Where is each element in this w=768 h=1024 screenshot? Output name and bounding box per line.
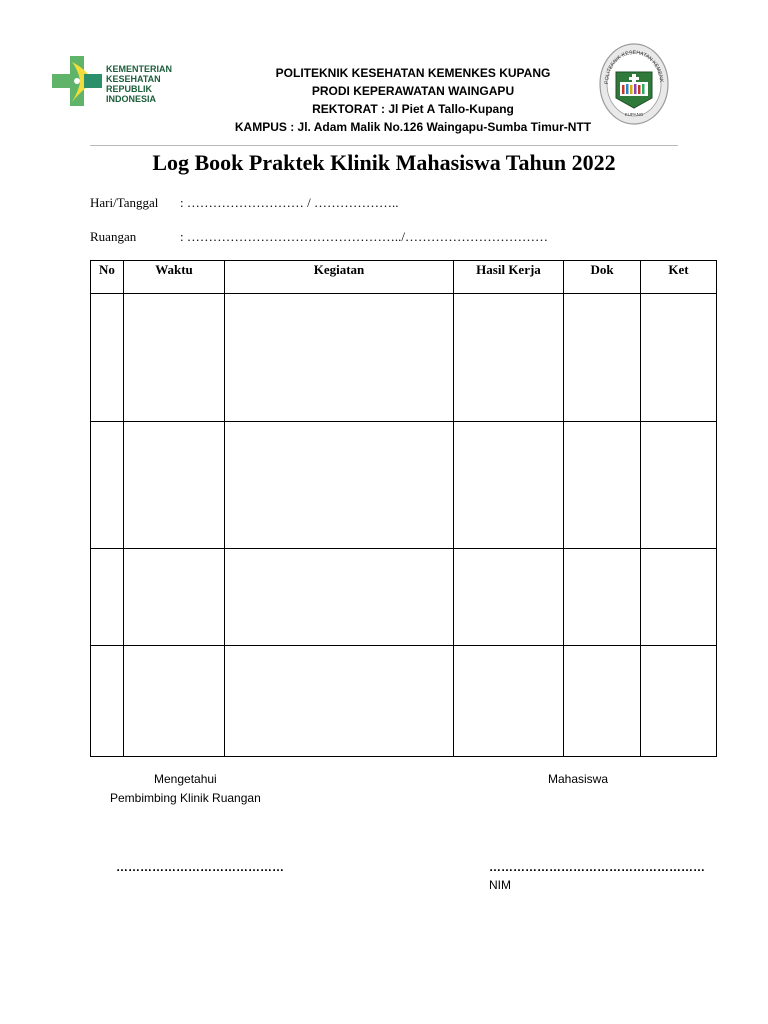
kemenkes-logo (50, 52, 180, 114)
column-header-kegiatan: Kegiatan (225, 261, 454, 294)
date-label: Hari/Tanggal (90, 195, 159, 210)
table-cell (124, 422, 225, 549)
table-cell (91, 646, 124, 757)
table-cell (91, 294, 124, 422)
signature-right-line: ……………………………………………… (489, 860, 705, 874)
table-cell (564, 422, 641, 549)
kemenkes-leaf-icon (52, 56, 102, 106)
signature-left-line: …………………………………… (116, 860, 284, 874)
header-line-1: POLITEKNIK KESEHATAN KEMENKES KUPANG (275, 66, 551, 80)
table-cell (641, 422, 717, 549)
column-header-hasil-kerja: Hasil Kerja (454, 261, 564, 294)
header-line-4: KAMPUS : Jl. Adam Malik No.126 Waingapu-Sumba Timur-NTT (234, 120, 592, 134)
table-cell (454, 549, 564, 646)
room-field (90, 229, 548, 245)
table-header-row (91, 261, 717, 294)
signature-left-heading: Mengetahui (154, 772, 217, 786)
table-cell (564, 646, 641, 757)
header-line-2: PRODI KEPERAWATAN WAINGAPU (311, 84, 515, 98)
column-header-ket: Ket (641, 261, 717, 294)
table-cell (225, 294, 454, 422)
table-cell (225, 422, 454, 549)
table-cell (225, 646, 454, 757)
logo-left-line-1: KEMENTERIAN (106, 64, 173, 74)
table-row (91, 549, 717, 646)
seal-bottom-text: KUPANG (624, 112, 644, 117)
column-header-waktu: Waktu (124, 261, 225, 294)
room-value: : …………………………………………../…………………………… (180, 229, 548, 244)
table-cell (454, 422, 564, 549)
logo-left-line-4: INDONESIA (106, 94, 157, 104)
signature-right-heading: Mahasiswa (548, 772, 609, 786)
header-divider (90, 145, 678, 146)
table-cell (641, 549, 717, 646)
table-cell (91, 422, 124, 549)
room-label: Ruangan (90, 229, 137, 244)
table-row (91, 646, 717, 757)
table-cell (564, 549, 641, 646)
table-cell (641, 294, 717, 422)
table-cell (641, 646, 717, 757)
logo-left-line-3: REPUBLIK (106, 84, 153, 94)
table-cell (454, 294, 564, 422)
table-cell (225, 549, 454, 646)
table-row (91, 422, 717, 549)
column-header-no: No (91, 261, 124, 294)
seal-arc-text: POLITEKNIK KESEHATAN KEMENK (603, 49, 664, 85)
log-table (90, 260, 717, 757)
table-cell (124, 294, 225, 422)
page-title: Log Book Praktek Klinik Mahasiswa Tahun 2022 (152, 150, 616, 175)
table-cell (124, 549, 225, 646)
table-cell (564, 294, 641, 422)
nim-label: NIM (489, 878, 511, 892)
table-row (91, 294, 717, 422)
institution-header (200, 64, 626, 136)
table-cell (91, 549, 124, 646)
date-field (90, 195, 398, 211)
date-value: : ……………………… / ……………….. (180, 195, 399, 210)
header-line-3: REKTORAT : Jl Piet A Tallo-Kupang (312, 102, 514, 116)
table-cell (454, 646, 564, 757)
column-header-dok: Dok (564, 261, 641, 294)
logo-left-line-2: KESEHATAN (106, 74, 161, 84)
table-cell (124, 646, 225, 757)
signature-left-role: Pembimbing Klinik Ruangan (110, 791, 261, 805)
